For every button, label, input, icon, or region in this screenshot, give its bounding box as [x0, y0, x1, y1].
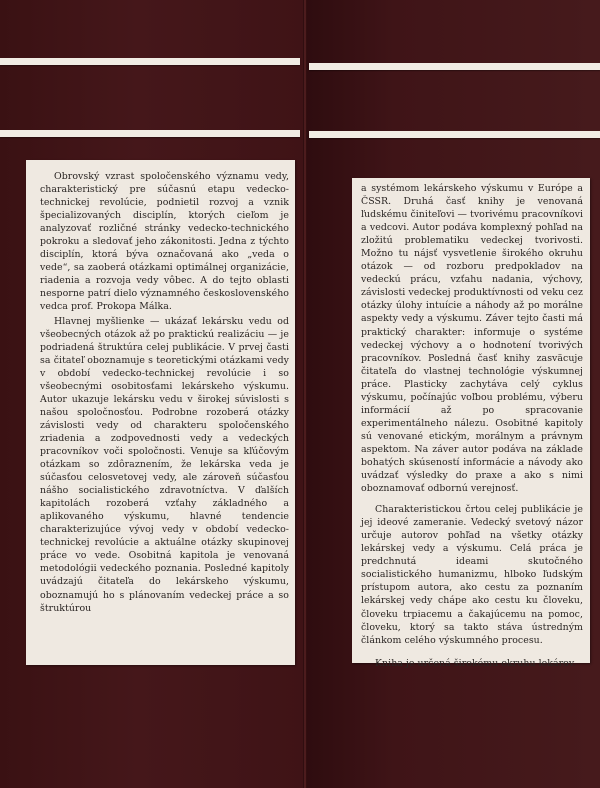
paragraph: Obrovský vzrast spoločenského významu vedy, charakteristický pre súčasnú etapu vedecko-technickej revolúcie, podnietil rozvoj a vznik špecializovaných disciplín, ktorých cieľom je analyzovať rozličné stránky vedecko-technického pokroku a sledovať jeho zákonitosti. Jedna z týchto disciplín, ktorá býva označovaná ako „veda o vede“, sa zaoberá otázkami optimálnej organizácie, riadenia a rozvoja vedy vôbec. A do tejto oblasti nesporne patrí dielo významného československého vedca prof. Prokopa Málka. — [40, 171, 289, 313]
decorative-stripe — [309, 63, 600, 70]
right-text-panel — [352, 178, 590, 669]
decorative-stripe — [0, 130, 300, 137]
left-text-panel — [26, 160, 295, 665]
decorative-stripe — [0, 58, 300, 65]
center-fold — [303, 0, 307, 788]
paragraph: Hlavnej myšlienke — ukázať lekársku vedu od všeobecných otázok až po praktickú realizáciu — je podriadená štruktúra celej publikácie. V prvej časti sa čitateľ oboznamuje s teoretickými otázkami vedy v období vedecko-technickej revolúcie i so všeobecnými osobitosťami lekárskeho výskumu. Autor ukazuje lekársku vedu v širokej súvislosti s našou spoločnosťou. Podrobne rozoberá otázky závislosti vedy od charakteru spoločenského zriadenia a zodpovednosti vedy a vedeckých pracovníkov voči spoločnosti. Venuje sa kľúčovým otázkam so zdôraznením, že lekárska veda je súčasťou celosvetovej vedy, ale zároveň súčasťou nášho socialistického zdravotníctva. V ďalších kapitolách rozoberá vzťahy základného a aplikovaného výskumu, hlavné tendencie charakterizujúce vývoj vedy v období vedecko-technickej revolúcie a aktuálne otázky skupinovej práce vo vede. Osobitná kapitola je venovaná metodológii vedeckého poznania. Posledné kapitoly uvádzajú čitateľa do lekárskeho výskumu, oboznamujú ho s plánovaním vedeckej práce a so štruktúrou — [40, 315, 289, 614]
paragraph-spacer — [361, 496, 583, 503]
paragraph: a systémom lekárskeho výskumu v Európe a ČSSR. Druhá časť knihy je venovaná ľudskému činiteľovi — tvorivému pracovníkovi a vedcovi. Autor podáva komplexný pohľad na zložitú problematiku vedeckej tvorivosti. Možno tu nájsť vysvetlenie širokého okruhu otázok — od rozboru predpokladov na vedeckú prácu, vzťahu nadania, výchovy, závislosti vedeckej produktívnosti od veku cez otázky úlohy intuície a náhody až po morálne aspekty vedy a výskumu. Záver tejto časti má praktický charakter: informuje o systéme vedeckej výchovy a o hodnotení tvorivých pracovníkov. Posledná časť knihy zasväcuje čitateľa do vlastnej technológie výskumnej práce. Plasticky zachytáva celý cyklus výskumu, počínajúc voľbou problému, výberu informácií až po spracovanie experimentálneho nálezu. Osobitné kapitoly sú venované etickým, morálnym a právnym aspektom. Na záver autor podáva na základe bohatých skúseností informácie a návody ako uvádzať výsledky do praxe a ako s nimi oboznamovať odbornú verejnosť. — [361, 183, 583, 495]
audience-note: Kniha je určená širokému okruhu lekárov. — [375, 657, 577, 669]
paragraph: Charakteristickou črtou celej publikácie je jej ideové zameranie. Vedecký svetový názor určuje autorov pohľad na všetky otázky lekárskej vedy a výskumu. Celá práca je predchnutá ideami skutočného socialistického humanizmu, hlboko ľudským prístupom autora, ako cestu za poznaním lekárskej vedy chápe ako cestu ku človeku, človeku trpiacemu a čakajúcemu na pomoc, človeku, ktorý sa takto stáva ústredným článkom celého výskumného procesu. — [361, 504, 583, 646]
decorative-stripe — [309, 131, 600, 138]
